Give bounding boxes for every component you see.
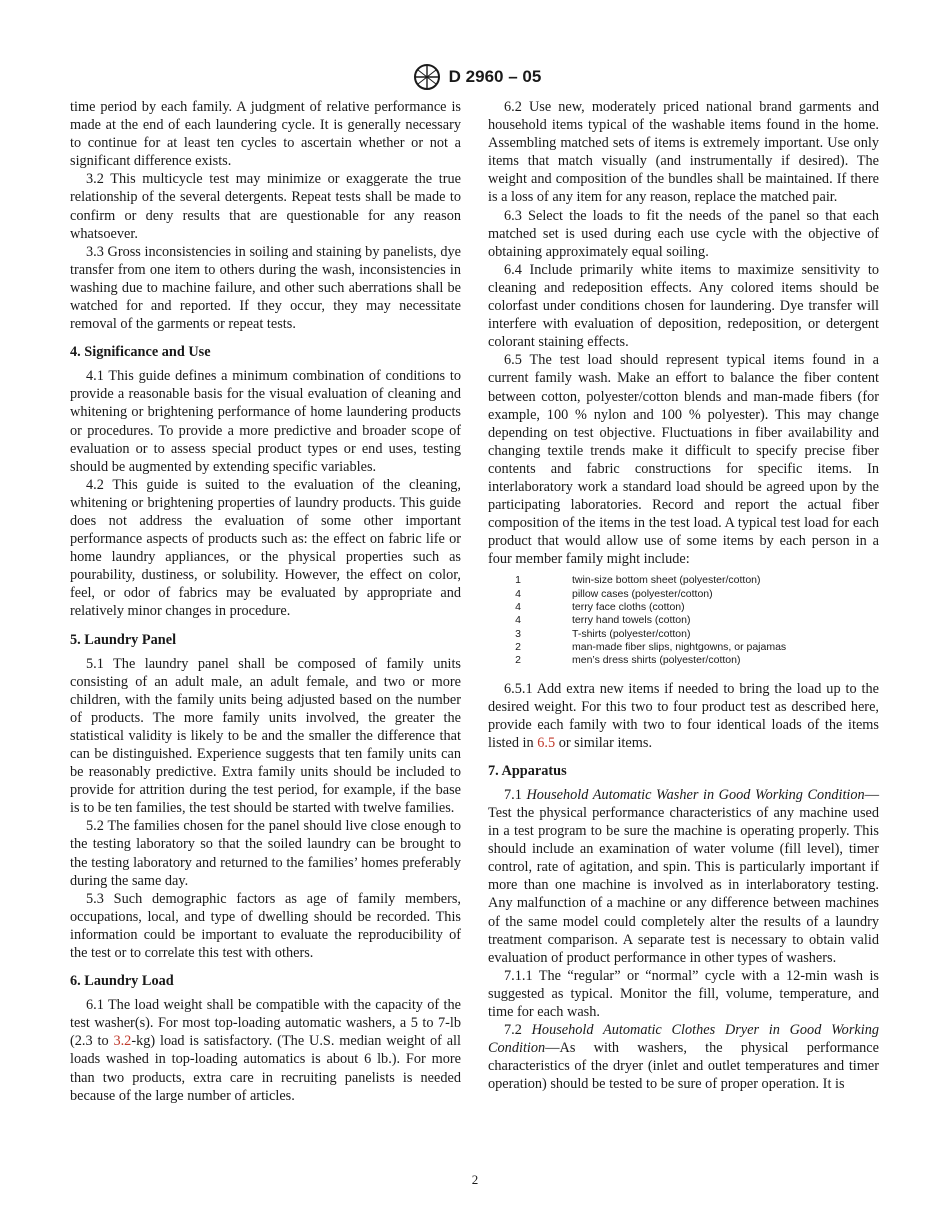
page-number: 2 [471, 1172, 479, 1187]
astm-logo-icon [409, 63, 445, 91]
paragraph-7-1-body: —Test the physical performance characteristics of any machine used in a test program to be sure the machine is operating properly. This should include an examination of water volume (fill level), timer control, rate of agitation, and spin. This is particularly important if more than one machine is involved as in interlaboratory testing. Any malfunction of a machine or any difference between machines of the same model could completely alter the results of a laundry treatment comparison. A separate test is necessary to obtain valid evaluation of product performance in other types of washers. [488, 786, 879, 966]
paragraph-6-5-1-text-b: or similar items. [555, 734, 653, 751]
paragraph-6-1-text-a: 6.1 The load weight shall be compatible with the capacity of the test washer(s). For most top-loading automatic washers, a 5 to 7-lb (2.3 to [70, 997, 461, 1050]
item-quantity: 4 [515, 614, 521, 627]
paragraph-5-2: 5.2 The families chosen for the panel should live close enough to the testing laboratory so that the soiled laundry can be brought to the testing laboratory and returned to the families’ homes preferably during the same day. [70, 818, 461, 889]
paragraph-4-1: 4.1 This guide defines a minimum combination of conditions to provide a reasonable basis for the visual evaluation of cleaning and whitening or brightening performance of home laundering products or procedures. To provide a more predictive and broader scope of evaluation or to assess special product types or end uses, testing should be augmented by extending specific variables. [70, 368, 461, 475]
paragraph-5-1: 5.1 The laundry panel shall be composed of family units consisting of an adult male, an adult female, and two or more children, with the family units being adjusted based on the number of products. The more family units involved, the greater the statistical validity is likely to be and the smaller the difference that can be distinguished. Experience suggests that ten family units can be reasonably predictive. Extra family units should be included to provide for attrition during the test period, for example, if the base is to be ten families, the test should be started with twelve families. [70, 655, 461, 817]
list-item [488, 654, 879, 667]
paragraph-7-1-number: 7.1 [504, 786, 527, 803]
paragraph-6-5-1-text-a: 6.5.1 Add extra new items if needed to bring the load up to the desired weight. For this two to four product test as described here, provide each family with two to four identical loads of the items listed in [488, 680, 879, 751]
item-description: terry face cloths (cotton) [572, 601, 685, 614]
paragraph-7-1 [488, 786, 879, 967]
list-item [488, 614, 879, 627]
list-item [488, 574, 879, 587]
reference-link-3-2[interactable]: 3.2 [113, 1033, 132, 1050]
test-load-list [488, 574, 879, 667]
paragraph-6-2: 6.2 Use new, moderately priced national brand garments and household items typical of the washable items found in the home. Assembling matched sets of items is extremely important. Use only items that match visually (and instrumentally if desired). The weight and composition of the bundles shall be maintained. If there is a loss of any item for any reason, replace the matched pair. [488, 99, 879, 206]
document-designation: D 2960 – 05 [448, 67, 542, 86]
list-item [488, 588, 879, 601]
list-item [488, 601, 879, 614]
paragraph-7-1-1: 7.1.1 The “regular” or “normal” cycle with a 12-min wash is suggested as typical. Monitor the fill, volume, temperature, and time for each wash. [488, 967, 879, 1021]
item-description: twin-size bottom sheet (polyester/cotton) [572, 574, 761, 587]
paragraph-6-1 [70, 996, 461, 1105]
paragraph-3-3: 3.3 Gross inconsistencies in soiling and staining by panelists, dye transfer from one item to others during the wash, inconsistencies in washing due to machine failure, and other such aberrations shall be watched for and reported. If they occur, they may necessitate removal of the garments or repeat tests. [70, 243, 461, 333]
paragraph-3-1-continued: time period by each family. A judgment of relative performance is made at the end of each laundering cycle. It is generally necessary to continue for at least ten cycles to ascertain whether or not a significant difference exists. [70, 99, 461, 170]
item-quantity: 2 [515, 640, 521, 653]
paragraph-7-2-body: —As with washers, the physical performance characteristics of the dryer (inlet and outlet temperatures and timer operation) should be tested to be sure of proper operation. It is [488, 1040, 879, 1093]
list-item [488, 628, 879, 641]
item-description: man-made fiber slips, nightgowns, or pajamas [572, 640, 787, 653]
reference-link-6-5[interactable]: 6.5 [537, 734, 556, 751]
section-heading-5: 5. Laundry Panel [70, 631, 177, 648]
item-description: terry hand towels (cotton) [572, 614, 691, 627]
list-item [488, 641, 879, 654]
paragraph-5-3: 5.3 Such demographic factors as age of family members, occupations, local, and type of dwelling should be recorded. This information could be important to evaluate the reproducibility of the test or to correlate this test with others. [70, 890, 461, 962]
item-description: T-shirts (polyester/cotton) [572, 627, 691, 640]
section-heading-6: 6. Laundry Load [70, 973, 174, 990]
item-description: pillow cases (polyester/cotton) [572, 587, 713, 600]
item-quantity: 3 [515, 627, 521, 640]
section-heading-7: 7. Apparatus [488, 762, 567, 779]
right-column [488, 98, 879, 1093]
paragraph-3-2: 3.2 This multicycle test may minimize or exaggerate the true relationship of the several detergents. Repeat tests shall be made to confirm or deny results that are questionable for any reason whatsoever. [70, 171, 461, 242]
paragraph-6-5: 6.5 The test load should represent typical items found in a current family wash. Make an effort to balance the fiber content between cotton, polyester/cotton blends and man-made fibers (for example, 100 % nylon and 100 % polyester). This may change depending on test objective. Fluctuations in fiber availability and changing textile trends make it difficult to specify precise fiber contents and fabric constructions for specific items. In interlaboratory work a standard load should be agreed upon by the participating laboratories. Record and report the actual fiber composition of the items in the test load. A typical test load for each product that would allow use of some items by each person in a four member family might include: [488, 352, 879, 568]
paragraph-6-4: 6.4 Include primarily white items to maximize sensitivity to cleaning and redeposition effects. Any colored items should be colorfast under conditions chosen for laundering. Dye transfer will interfere with evaluation of deposition, redeposition, or detergent colorant staining effects. [488, 261, 879, 351]
paragraph-4-2: 4.2 This guide is suited to the evaluation of the cleaning, whitening or brightening properties of laundry products. This guide does not address the evaluation of some other important performance aspects of products such as: the effect on fabric life or home laundry appliances, or the physical properties such as pourability, dustiness, or solubility. However, the effect on color, feel, or odor of fabrics may be evaluated by appropriate and relatively minor changes in procedure. [70, 476, 461, 620]
paragraph-6-3: 6.3 Select the loads to fit the needs of the panel so that each matched set is used during each use cycle with the objective of obtaining approximately equal soiling. [488, 207, 879, 260]
item-description: men’s dress shirts (polyester/cotton) [572, 654, 741, 667]
paragraph-7-1-title: Household Automatic Washer in Good Working Condition [526, 786, 865, 803]
section-heading-4: 4. Significance and Use [70, 344, 211, 361]
item-quantity: 4 [515, 587, 521, 600]
paragraph-7-2-number: 7.2 [504, 1022, 532, 1039]
paragraph-7-2 [488, 1021, 879, 1093]
left-column [70, 98, 461, 1105]
item-quantity: 2 [515, 654, 521, 667]
item-quantity: 4 [515, 601, 521, 614]
paragraph-6-1-text-b: -kg) load is satisfactory. (The U.S. median weight of all loads washed in top-loading automatics is about 6 lb.). For more than two products, extra care in recruiting panelists is needed because of the large number of articles. [70, 1033, 461, 1104]
page-header [0, 62, 950, 92]
paragraph-6-5-1 [488, 680, 879, 752]
item-quantity: 1 [515, 574, 521, 587]
paragraph-7-2-title: Household Automatic Clothes Dryer in Good Working Condition [488, 1022, 879, 1057]
